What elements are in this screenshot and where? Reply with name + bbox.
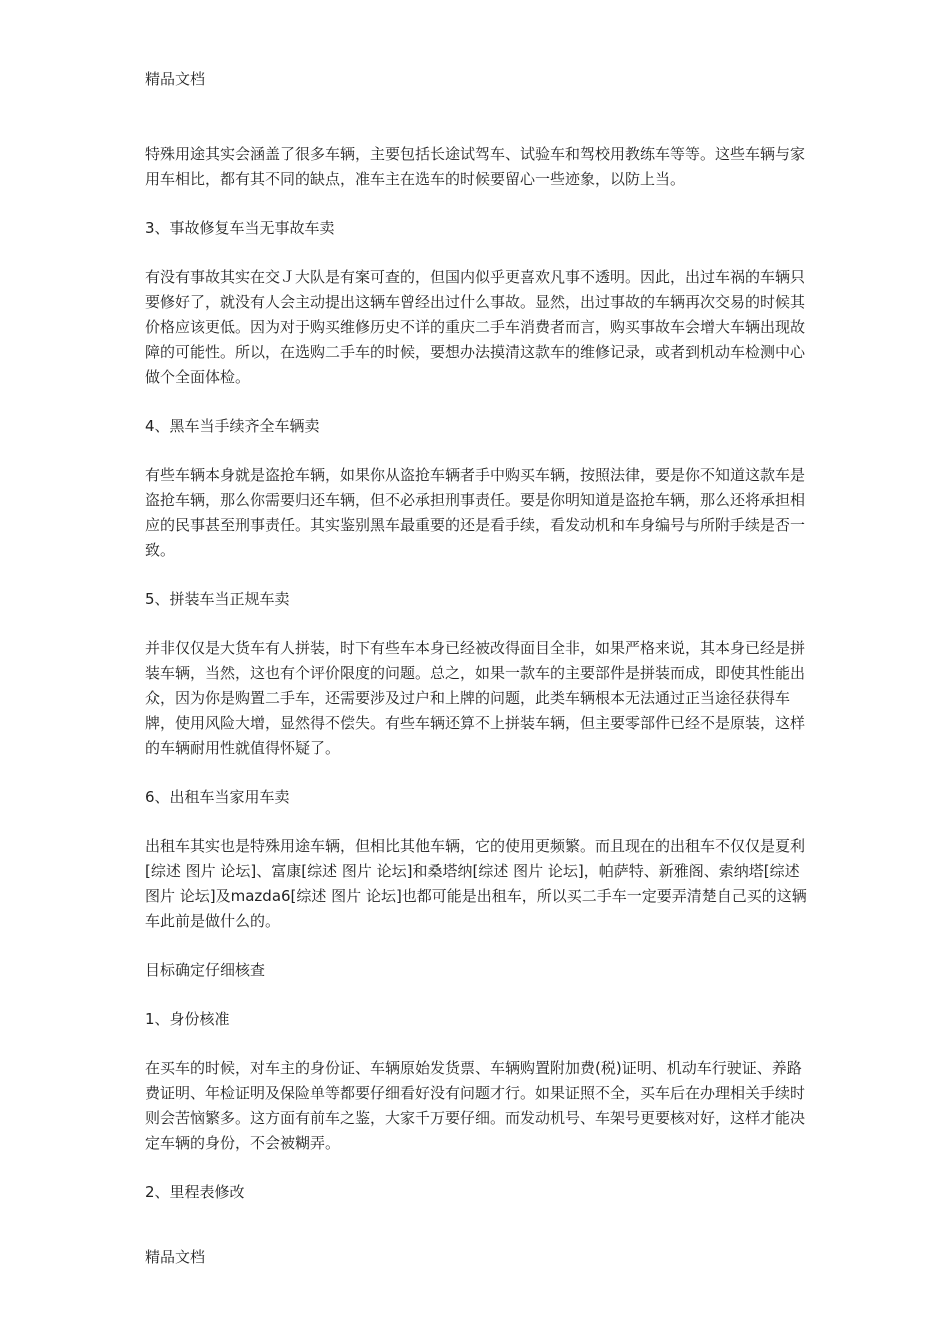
heading-target-check: 目标确定仔细核查 [145,961,266,979]
paragraph-stolen-car: 有些车辆本身就是盗抢车辆，如果你从盗抢车辆者手中购买车辆，按照法律，要是你不知道这款车是盗抢车辆，那么你需要归还车辆，但不必承担刑事责任。要是你明知道是盗抢车辆，那么还将承担相应的民事甚至刑事责任。其实鉴别黑车最重要的还是看手续，看发动机和车身编号与所附手续是否一致。 [145,466,806,559]
paragraph-accident-repair: 有没有事故其实在交Ｊ大队是有案可查的，但国内似乎更喜欢凡事不透明。因此，出过车祸的车辆只要修好了，就没有人会主动提出这辆车曾经出过什么事故。显然，出过事故的车辆再次交易的时候其价格应该更低。因为对于购买维修历史不详的重庆二手车消费者而言，购买事故车会增大车辆出现故障的可能性。所以，在选购二手车的时候，要想办法摸清这款车的维修记录，或者到机动车检测中心做个全面体检。 [145,268,806,386]
page-header: 精品文档 [145,70,206,88]
page-footer: 精品文档 [145,1248,206,1266]
paragraph-taxi: 出租车其实也是特殊用途车辆，但相比其他车辆，它的使用更频繁。而且现在的出租车不仅仅是夏利[综述 图片 论坛]、富康[综述 图片 论坛]和桑塔纳[综述 图片 论坛]，帕萨特、新雅阁、索纳塔[综述 图片 论坛]及mazda6[综述 图片 论坛]也都可能是出租车，所以买二手车一定要弄清楚自己买的这辆车此前是做什么的。 [145,837,807,930]
paragraph-special-use: 特殊用途其实会涵盖了很多车辆，主要包括长途试驾车、试验车和驾校用教练车等等。这些车辆与家用车相比，都有其不同的缺点，准车主在选车的时候要留心一些迹象，以防上当。 [145,145,806,188]
heading-odometer: 2、里程表修改 [145,1183,245,1201]
heading-taxi: 6、出租车当家用车卖 [145,788,290,806]
heading-identity-check: 1、身份核准 [145,1010,230,1028]
paragraph-identity-check: 在买车的时候，对车主的身份证、车辆原始发货票、车辆购置附加费(税)证明、机动车行驶证、养路费证明、年检证明及保险单等都要仔细看好没有问题才行。如果证照不全，买车后在办理相关手续时则会苦恼繁多。这方面有前车之鉴，大家千万要仔细。而发动机号、车架号更要核对好，这样才能决定车辆的身份，不会被糊弄。 [145,1059,806,1152]
heading-accident-repair: 3、事故修复车当无事故车卖 [145,219,335,237]
heading-assembled-car: 5、拼装车当正规车卖 [145,590,290,608]
paragraph-assembled-car: 并非仅仅是大货车有人拼装，时下有些车本身已经被改得面目全非，如果严格来说，其本身已经是拼装车辆，当然，这也有个评价限度的问题。总之，如果一款车的主要部件是拼装而成，即使其性能出众，因为你是购置二手车，还需要涉及过户和上牌的问题，此类车辆根本无法通过正当途径获得车牌，使用风险大增，显然得不偿失。有些车辆还算不上拼装车辆，但主要零部件已经不是原装，这样的车辆耐用性就值得怀疑了。 [145,639,806,757]
heading-stolen-car: 4、黑车当手续齐全车辆卖 [145,417,320,435]
document-body [145,142,815,1229]
